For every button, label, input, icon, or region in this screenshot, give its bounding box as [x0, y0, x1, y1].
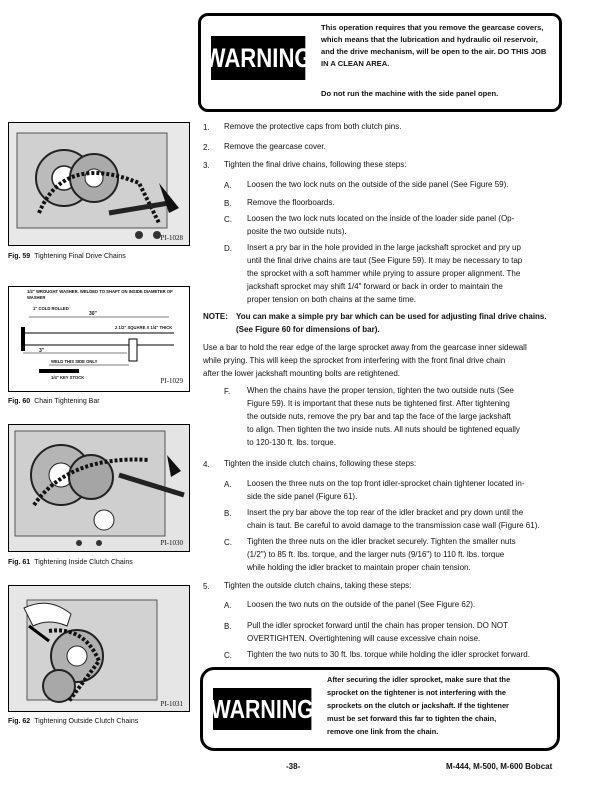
warning-bottom-line-2: sprocket on the tightener is not interfering with the: [327, 688, 507, 697]
step-3d-line-1: Insert a pry bar in the hole provided in the large jackshaft sprocket and pry up: [247, 243, 521, 252]
para-line-1: Use a bar to hold the rear edge of the large sprocket away from the gearcase inner sidewall: [203, 343, 527, 352]
step-5b-letter: B.: [224, 622, 232, 631]
pry-bar-diagram: [9, 287, 189, 391]
step-1-text: Remove the protective caps from both clutch pins.: [224, 122, 402, 131]
step-3b-text: Remove the floorboards.: [247, 198, 335, 207]
model-label: M-444, M-500, M-600 Bobcat: [446, 762, 553, 771]
step-3a-letter: A.: [224, 181, 232, 190]
figure-60-code: PI-1029: [160, 377, 183, 385]
figure-61-code: PI-1030: [160, 539, 183, 547]
figure-59-code: PI-1028: [160, 234, 183, 242]
step-4b-line-1: Insert the pry bar above the top rear of the idler bracket and pry down until the: [247, 508, 524, 517]
step-5-number: 5.: [203, 582, 210, 591]
step-4b-line-2: chain is taut. Be careful to avoid damage to the transmission case wall (Figure 61).: [247, 521, 540, 530]
step-3f-line-3: the outside nuts, remove the pry bar and tap the face of the large jackshaft: [247, 412, 511, 421]
outside-clutch-illustration: [9, 586, 189, 711]
warning-text-2: Do not run the machine with the side panel open.: [321, 89, 499, 98]
step-3-text: Tighten the final drive chains, following these steps:: [224, 160, 407, 169]
fig60-length-3: 3": [39, 348, 45, 354]
figure-62-image: [8, 585, 190, 712]
step-4-number: 4.: [203, 460, 210, 469]
step-3-number: 3.: [203, 161, 210, 170]
note-line-1: You can make a simple pry bar which can be used for adjusting final drive chains.: [236, 312, 547, 321]
figure-62-caption: Fig. 62 Tightening Outside Clutch Chains: [8, 718, 139, 725]
step-2-text: Remove the gearcase cover.: [224, 142, 326, 151]
step-3b-letter: B.: [224, 199, 232, 208]
step-3f-letter: F.: [224, 387, 231, 396]
step-4b-letter: B.: [224, 509, 232, 518]
step-4c-line-3: while holding the idler bracket to maintain proper chain tension.: [247, 563, 471, 572]
step-3f-line-2: Figure 59). It is important that these nuts be tightened first. After tightening: [247, 399, 510, 408]
step-3c-line-2: posite the two outside nuts).: [247, 227, 347, 236]
step-3d-line-5: proper tension on both chains at the same time.: [247, 295, 416, 304]
step-5c-text: Tighten the two nuts to 30 ft. lbs. torque while holding the idler sprocket forward.: [247, 650, 530, 659]
step-5-text: Tighten the outside clutch chains, taking these steps:: [224, 581, 412, 590]
warning-box-bottom: [200, 667, 560, 751]
step-4a-letter: A.: [224, 480, 232, 489]
step-3c-letter: C.: [224, 215, 232, 224]
note-line-2: (See Figure 60 for dimensions of bar).: [236, 325, 380, 334]
note-label: NOTE:: [203, 312, 228, 321]
step-5a-letter: A.: [224, 601, 232, 610]
step-3d-line-4: jackshaft sprocket may shift 1/4" forward or back in order to maintain the: [247, 282, 503, 291]
warning-box-top: [198, 13, 562, 112]
step-3d-letter: D.: [224, 244, 232, 253]
step-3f-line-5: to 120-130 ft. lbs. torque.: [247, 438, 336, 447]
chain-drive-illustration: [9, 123, 189, 245]
figure-59-image: [8, 122, 190, 246]
warning-label: WARNING: [211, 36, 305, 80]
step-3f-line-1: When the chains have the proper tension, tighten the two outside nuts (See: [247, 386, 514, 395]
step-3a-text: Loosen the two lock nuts on the outside of the side panel (See Figure 59).: [247, 180, 509, 189]
step-3f-line-4: to align. Then tighten the two inside nuts. All nuts should be tightened equally: [247, 425, 520, 434]
fig60-weld-label: WELD THIS SIDE ONLY: [51, 359, 98, 364]
fig60-keystock-label: 1/4" KEY STOCK: [51, 375, 85, 380]
figure-60-caption: Fig. 60 Chain Tightening Bar: [8, 398, 100, 405]
figure-61-caption: Fig. 61 Tightening Inside Clutch Chains: [8, 559, 133, 566]
step-4-text: Tighten the inside clutch chains, following these steps:: [224, 459, 417, 468]
figure-60-diagram: [8, 286, 190, 392]
step-4c-line-1: Tighten the three nuts on the idler bracket securely. Tighten the smaller nuts: [247, 537, 516, 546]
step-4c-line-2: (1/2") to 85 ft. lbs. torque, and the larger nuts (9/16") to 110 ft. lbs. torque: [247, 550, 505, 559]
warning-text: This operation requires that you remove the gearcase covers, which means that the lubrication and hydraulic oil reservoir, and the drive mechanism, will be open to the air. DO THIS JOB IN A CLEAN AREA.: [321, 23, 547, 68]
figure-62-code: PI-1031: [160, 700, 183, 708]
warning-bottom-line-5: remove one link from the chain.: [327, 727, 439, 736]
fig60-cold-label: 1" COLD ROLLED: [33, 306, 69, 311]
step-5b-line-2: OVERTIGHTEN. Overtightening will cause excessive chain noise.: [247, 634, 481, 643]
step-5c-letter: C.: [224, 651, 232, 660]
step-5b-line-1: Pull the idler sprocket forward until the chain has proper tension. DO NOT: [247, 621, 509, 630]
inside-clutch-illustration: [9, 425, 189, 551]
figure-59-caption: Fig. 59 Tightening Final Drive Chains: [8, 253, 126, 260]
warning-bottom-line-3: sprockets on the clutch or jackshaft. If the tightener: [327, 701, 509, 710]
warning-bottom-line-1: After securing the idler sprocket, make sure that the: [327, 675, 511, 684]
step-2-number: 2.: [203, 143, 210, 152]
step-3d-line-2: until the final drive chains are taut (See Figure 59). It may be necessary to tap: [247, 256, 523, 265]
warning-bottom-line-4: must be set forward this far to tighten the chain,: [327, 714, 497, 723]
figure-61-image: [8, 424, 190, 552]
step-4a-line-2: side the side panel (Figure 61).: [247, 492, 358, 501]
page-number: -38-: [286, 762, 301, 771]
para-line-2: while prying. This will keep the sprocket from interfering with the front final drive chain: [203, 356, 506, 365]
step-4c-letter: C.: [224, 538, 232, 547]
step-4a-line-1: Loosen the three nuts on the top front idler-sprocket chain tightener located in-: [247, 479, 525, 488]
fig60-length-30: 30": [89, 311, 97, 317]
para-line-3: after the lower jackshaft mounting bolts are retightened.: [203, 369, 400, 378]
warning-label-bottom: WARNING: [213, 688, 311, 730]
fig60-washer-label: 1/2" WROUGHT WASHER. WELDED TO SHAFT ON INSIDE DIAMETER OF WASHER: [27, 289, 173, 300]
step-3c-line-1: Loosen the two lock nuts located on the inside of the loader side panel (Op-: [247, 214, 515, 223]
step-1-number: 1.: [203, 123, 210, 132]
fig60-square-label: 2 1/2" SQUARE X 1/4" THICK: [115, 325, 173, 330]
step-3d-line-3: the sprocket with a soft hammer while prying to assure proper alignment. The: [247, 269, 521, 278]
step-5a-text: Loosen the two nuts on the outside of the panel (See Figure 62).: [247, 600, 476, 609]
